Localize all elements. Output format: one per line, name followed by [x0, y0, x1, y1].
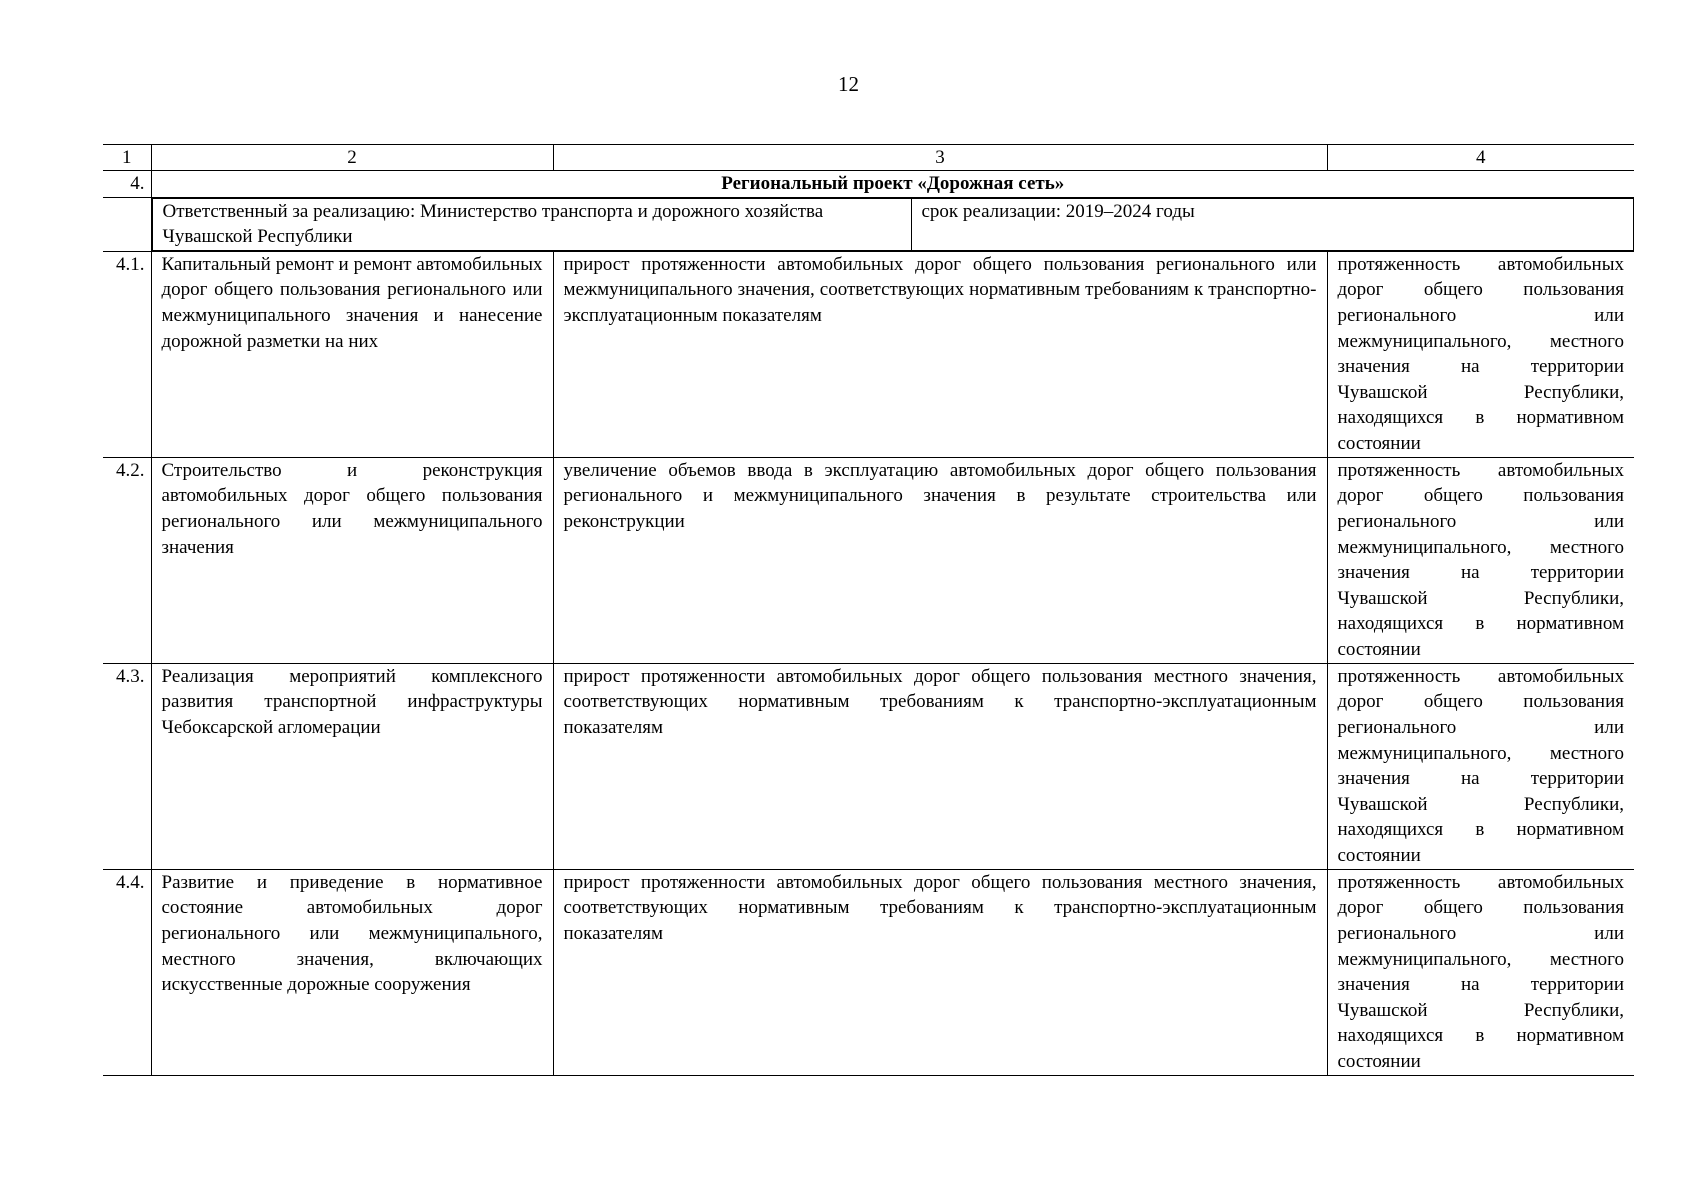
program-table: [103, 144, 1634, 1076]
result-text: прирост протяженности автомобильных дорог общего пользования местного значения, соответствующих нормативным требованиям к транспортно-эксплуатационным показателям: [553, 869, 1327, 1075]
term-text: срок реализации: 2019–2024 годы: [911, 198, 1634, 250]
table-row: [103, 251, 1634, 457]
project-title: Региональный проект «Дорожная сеть»: [151, 171, 1634, 198]
indicator-text: протяженность автомобильных дорог общего пользования регионального или межмуниципального, местного значения на территории Чувашской Республики, находящихся в нормативном состоянии: [1327, 251, 1634, 457]
empty-cell: [103, 197, 151, 251]
indicator-text: протяженность автомобильных дорог общего пользования регионального или межмуниципального, местного значения на территории Чувашской Республики, находящихся в нормативном состоянии: [1327, 457, 1634, 663]
table-row: [103, 663, 1634, 869]
column-number-1: 1: [103, 145, 151, 171]
measure-text: Развитие и приведение в нормативное состояние автомобильных дорог регионального или межмуниципального, местного значения, включающих искусственные дорожные сооружения: [151, 869, 553, 1075]
measure-text: Капитальный ремонт и ремонт автомобильных дорог общего пользования регионального или межмуниципального значения и нанесение дорожной разметки на них: [151, 251, 553, 457]
page-number: 12: [838, 72, 859, 96]
indicator-text: протяженность автомобильных дорог общего пользования регионального или межмуниципального, местного значения на территории Чувашской Республики, находящихся в нормативном состоянии: [1327, 869, 1634, 1075]
table-row: [103, 869, 1634, 1075]
result-text: прирост протяженности автомобильных дорог общего пользования регионального или межмуниципального значения, соответствующих нормативным требованиям к транспортно-эксплуатационным показателям: [553, 251, 1327, 457]
column-number-2: 2: [151, 145, 553, 171]
indicator-text: протяженность автомобильных дорог общего пользования регионального или межмуниципального, местного значения на территории Чувашской Республики, находящихся в нормативном состоянии: [1327, 663, 1634, 869]
project-number: 4.: [103, 171, 151, 198]
table-row: [103, 457, 1634, 663]
column-number-3: 3: [553, 145, 1327, 171]
row-number: 4.1.: [103, 251, 151, 457]
column-number-4: 4: [1327, 145, 1634, 171]
project-responsible-row: [103, 197, 1634, 251]
measure-text: Реализация мероприятий комплексного развития транспортной инфраструктуры Чебоксарской агломерации: [151, 663, 553, 869]
result-text: прирост протяженности автомобильных дорог общего пользования местного значения, соответствующих нормативным требованиям к транспортно-эксплуатационным показателям: [553, 663, 1327, 869]
responsible-text: Ответственный за реализацию: Министерство транспорта и дорожного хозяйства Чувашской Республики: [152, 198, 911, 250]
column-number-row: [103, 145, 1634, 171]
result-text: увеличение объемов ввода в эксплуатацию автомобильных дорог общего пользования регионального и межмуниципального значения в результате строительства или реконструкции: [553, 457, 1327, 663]
responsible-cell: [151, 197, 1634, 251]
row-number: 4.3.: [103, 663, 151, 869]
row-number: 4.2.: [103, 457, 151, 663]
row-number: 4.4.: [103, 869, 151, 1075]
measure-text: Строительство и реконструкция автомобильных дорог общего пользования регионального или межмуниципального значения: [151, 457, 553, 663]
project-title-row: [103, 171, 1634, 198]
